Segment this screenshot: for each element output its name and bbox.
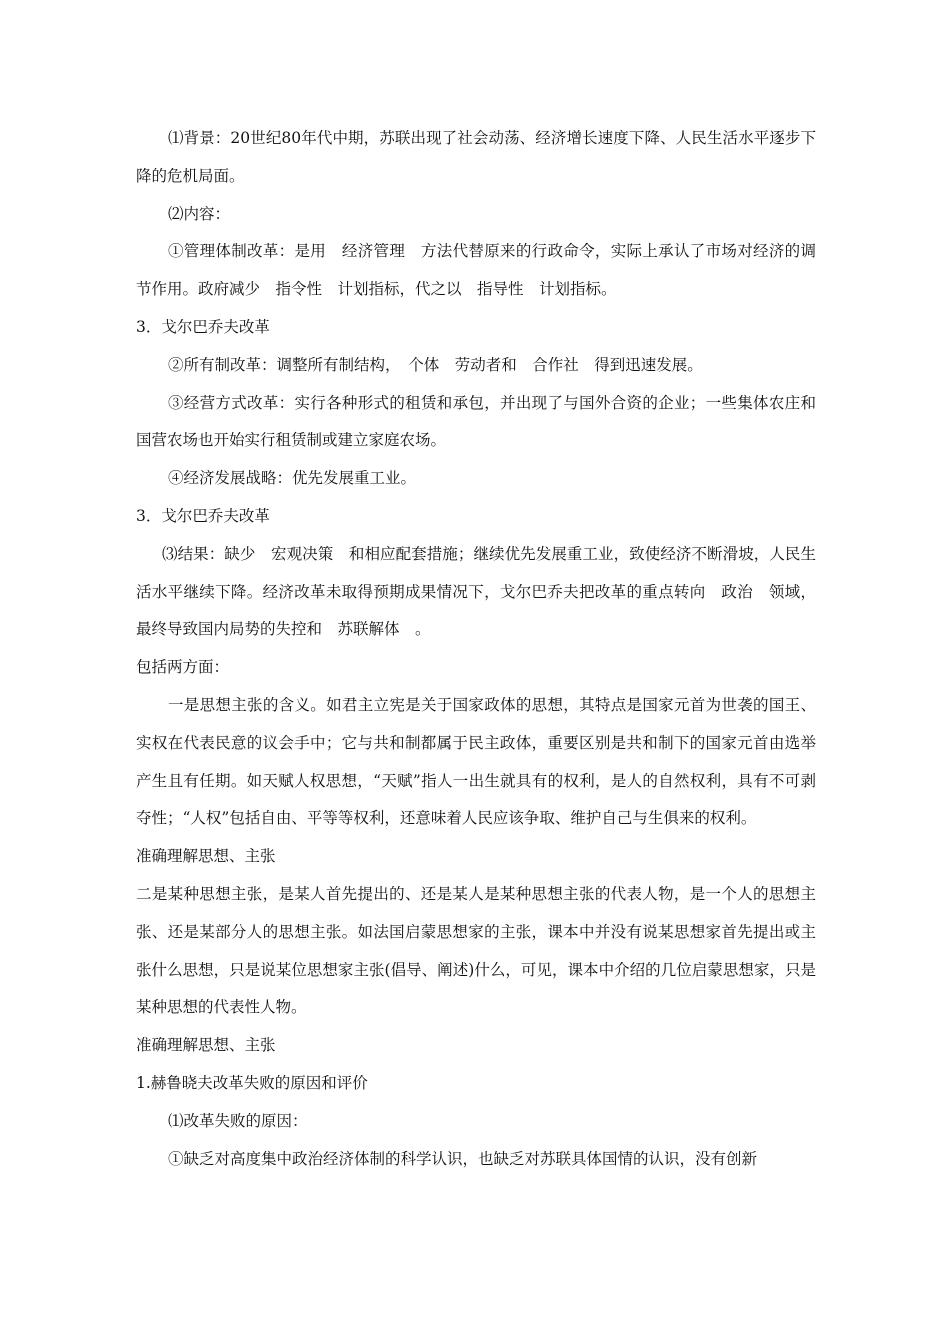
paragraph-aspect-two: 二是某种思想主张，是某人首先提出的、还是某人是某种思想主张的代表人物，是一个人的思想主张、还是某部分人的思想主张。如法国启蒙思想家的主张，课本中并没有说某思想家首先提出或主张什么思想，只是说某位思想家主张(倡导、阐述)什么，可见，课本中介绍的几位启蒙思想家，只是某种思想的代表性人物。 [136,884,816,1017]
section-heading-khrushchev-reform: 1.赫鲁晓夫改革失败的原因和评价 [136,1073,368,1092]
paragraph-operation-reform: ③经营方式改革：实行各种形式的租赁和承包，并出现了与国外合资的企业；一些集体农庄和国营农场也开始实行租赁制或建立家庭农场。 [136,393,816,450]
heading-understand-ideas-repeat: 准确理解思想、主张 [136,1036,276,1055]
section-heading-gorbachev-reform: 3．戈尔巴乔夫改革 [136,317,270,336]
paragraph-aspect-one: 一是思想主张的含义。如君主立宪是关于国家政体的思想，其特点是国家元首为世袭的国王、实权在代表民意的议会手中；它与共和制都属于民主政体，重要区别是共和制下的国家元首由选举产生且有任期。如天赋人权思想，“天赋”指人一出生就具有的权利，是人的自然权利，具有不可剥夺性；“人权”包括自由、平等等权利，还意味着人民应该争取、维护自己与生俱来的权利。 [136,695,816,828]
section-heading-gorbachev-reform-repeat: 3．戈尔巴乔夫改革 [136,506,270,525]
paragraph-content-heading: ⑵内容： [168,204,231,223]
paragraph-failure-cause-one: ①缺乏对高度集中政治经济体制的科学认识，也缺乏对苏联具体国情的认识，没有创新 [168,1149,758,1168]
paragraph-two-aspects: 包括两方面： [136,658,230,677]
paragraph-failure-causes-heading: ⑴改革失败的原因： [168,1111,308,1130]
heading-understand-ideas: 准确理解思想、主张 [136,847,276,866]
document-page [136,120,816,1178]
paragraph-ownership-reform: ②所有制改革：调整所有制结构， 个体 劳动者和 合作社 得到迅速发展。 [168,355,703,374]
paragraph-management-reform: ①管理体制改革：是用 经济管理 方法代替原来的行政命令，实际上承认了市场对经济的调节作用。政府减少 指令性 计划指标，代之以 指导性 计划指标。 [136,242,816,299]
paragraph-result: ⑶结果：缺少 宏观决策 和相应配套措施；继续优先发展重工业，致使经济不断滑坡，人民生活水平继续下降。经济改革未取得预期成果情况下，戈尔巴乔夫把改革的重点转向 政治 领域，最终导致国内局势的失控和 苏联解体 。 [136,544,816,639]
paragraph-development-strategy: ④经济发展战略：优先发展重工业。 [168,469,417,488]
paragraph-background: ⑴背景：20世纪80年代中期，苏联出现了社会动荡、经济增长速度下降、人民生活水平逐步下降的危机局面。 [136,129,816,185]
